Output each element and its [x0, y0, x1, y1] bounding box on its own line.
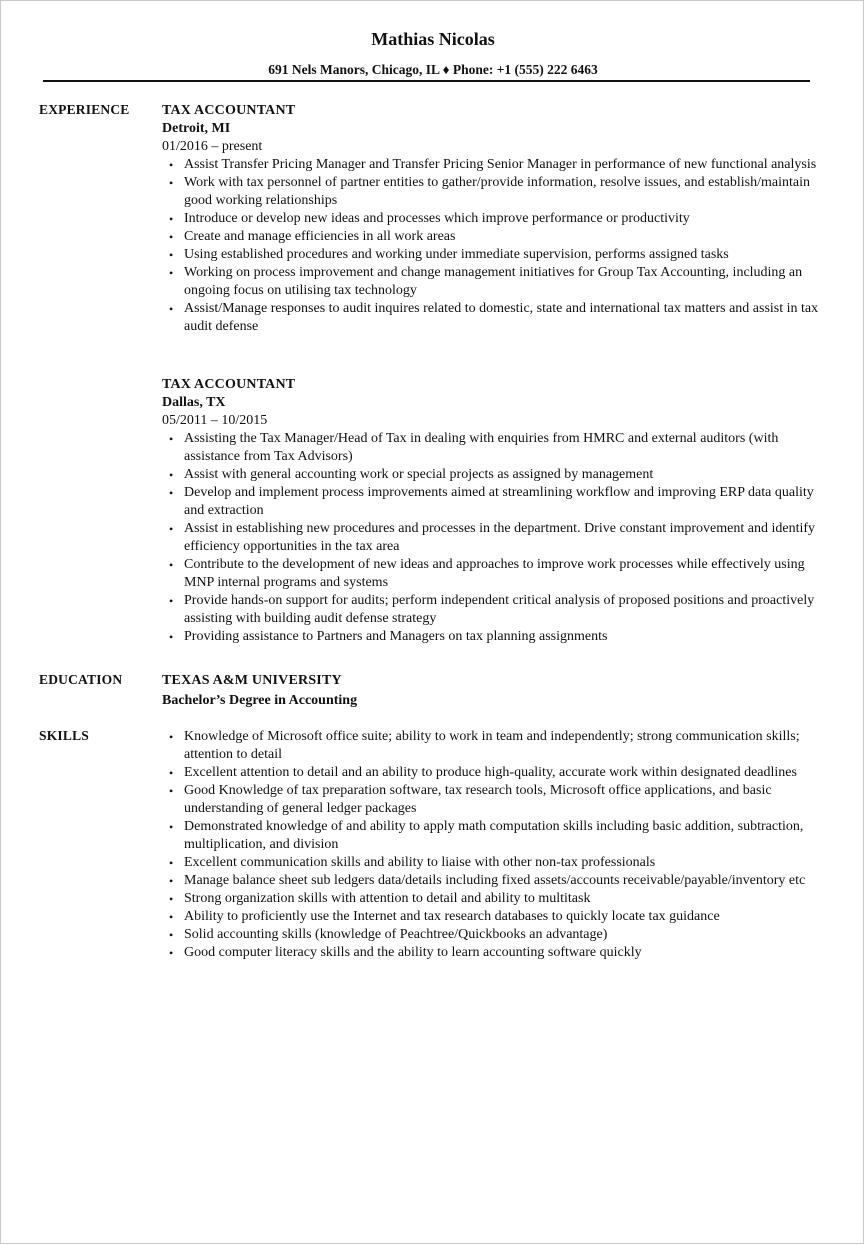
bullet-icon: • — [169, 486, 174, 500]
bullet-icon: • — [169, 266, 174, 280]
bullet-icon: • — [169, 856, 174, 870]
list-item — [162, 782, 822, 818]
list-item — [162, 210, 822, 228]
bullet-icon: • — [169, 522, 174, 536]
section-label-skills: SKILLS — [39, 728, 89, 743]
bullet-text: Assisting the Tax Manager/Head of Tax in dealing with enquiries from HMRC and external auditors (with assistance from Tax Advisors) — [184, 431, 779, 464]
header-divider — [43, 80, 810, 82]
skills-entry — [162, 728, 822, 962]
bullet-icon: • — [169, 468, 174, 482]
skill-text: Strong organization skills with attention to detail and ability to multitask — [184, 891, 591, 906]
list-item — [162, 466, 822, 484]
bullet-icon: • — [169, 432, 174, 446]
list-item — [162, 520, 822, 556]
list-item — [162, 264, 822, 300]
skills-list — [162, 728, 822, 962]
bullet-text: Using established procedures and working under immediate supervision, performs assigned tasks — [184, 247, 729, 262]
degree: Bachelor’s Degree in Accounting — [162, 693, 358, 708]
bullet-icon: • — [169, 892, 174, 906]
list-item — [162, 228, 822, 246]
list-item — [162, 628, 822, 646]
job-title: TAX ACCOUNTANT — [162, 377, 296, 392]
contact-line: 691 Nels Manors, Chicago, IL ♦ Phone: +1 (555) 222 6463 — [268, 62, 598, 77]
skill-text: Good computer literacy skills and the ability to learn accounting software quickly — [184, 945, 642, 960]
skill-text: Knowledge of Microsoft office suite; ability to work in team and independently; strong communication skills; attention to detail — [184, 729, 800, 762]
bullet-text: Working on process improvement and change management initiatives for Group Tax Accounting, including an ongoing focus on utilising tax technology — [184, 265, 803, 298]
list-item — [162, 854, 822, 872]
list-item — [162, 156, 822, 174]
bullet-icon: • — [169, 730, 174, 744]
skill-text: Excellent attention to detail and an ability to produce high-quality, accurate work within designated deadlines — [184, 765, 797, 780]
section-label-education: EDUCATION — [39, 672, 123, 687]
list-item — [162, 728, 822, 764]
job-dates: 01/2016 – present — [162, 139, 263, 154]
bullet-icon: • — [169, 212, 174, 226]
list-item — [162, 926, 822, 944]
list-item — [162, 818, 822, 854]
bullet-icon: • — [169, 558, 174, 572]
skill-text: Demonstrated knowledge of and ability to apply math computation skills including basic addition, subtraction, multiplication, and division — [184, 819, 804, 852]
candidate-name: Mathias Nicolas — [371, 29, 495, 49]
job-location: Detroit, MI — [162, 121, 231, 136]
list-item — [162, 174, 822, 210]
job-bullet-list — [162, 156, 822, 336]
skill-text: Ability to proficiently use the Internet and tax research databases to quickly locate tax guidance — [184, 909, 720, 924]
list-item — [162, 484, 822, 520]
list-item — [162, 556, 822, 592]
bullet-icon: • — [169, 784, 174, 798]
job-entry — [162, 102, 822, 336]
list-item — [162, 872, 822, 890]
job-dates: 05/2011 – 10/2015 — [162, 413, 268, 428]
section-label-experience: EXPERIENCE — [39, 102, 130, 117]
job-title: TAX ACCOUNTANT — [162, 103, 296, 118]
job-location: Dallas, TX — [162, 395, 226, 410]
bullet-icon: • — [169, 302, 174, 316]
bullet-text: Introduce or develop new ideas and processes which improve performance or productivity — [184, 211, 690, 226]
bullet-text: Develop and implement process improvements aimed at streamlining workflow and improving ERP data quality and extraction — [184, 485, 814, 518]
bullet-text: Assist/Manage responses to audit inquires related to domestic, state and international tax matters and assist in tax audit defense — [184, 301, 819, 334]
bullet-text: Work with tax personnel of partner entities to gather/provide information, resolve issues, and establish/maintain good working relationships — [184, 175, 810, 208]
education-entry — [162, 672, 822, 710]
list-item — [162, 430, 822, 466]
skill-text: Solid accounting skills (knowledge of Peachtree/Quickbooks an advantage) — [184, 927, 608, 942]
list-item — [162, 764, 822, 782]
bullet-icon: • — [169, 910, 174, 924]
bullet-icon: • — [169, 766, 174, 780]
school-name: TEXAS A&M UNIVERSITY — [162, 673, 342, 688]
bullet-text: Create and manage efficiencies in all work areas — [184, 229, 456, 244]
skill-text: Excellent communication skills and ability to liaise with other non-tax professionals — [184, 855, 656, 870]
bullet-icon: • — [169, 594, 174, 608]
list-item — [162, 944, 822, 962]
skill-text: Good Knowledge of tax preparation software, tax research tools, Microsoft office applications, and basic understanding of general ledger packages — [184, 783, 772, 816]
bullet-icon: • — [169, 928, 174, 942]
bullet-icon: • — [169, 248, 174, 262]
bullet-text: Providing assistance to Partners and Managers on tax planning assignments — [184, 629, 608, 644]
bullet-icon: • — [169, 158, 174, 172]
list-item — [162, 890, 822, 908]
list-item — [162, 908, 822, 926]
skill-text: Manage balance sheet sub ledgers data/details including fixed assets/accounts receivable/payable/inventory etc — [184, 873, 806, 888]
bullet-icon: • — [169, 946, 174, 960]
bullet-text: Contribute to the development of new ideas and approaches to improve work processes while effectively using MNP internal programs and systems — [184, 557, 805, 590]
bullet-icon: • — [169, 176, 174, 190]
job-bullet-list — [162, 430, 822, 646]
bullet-text: Assist in establishing new procedures and processes in the department. Drive constant improvement and identify efficiency opportunities in the tax area — [184, 521, 816, 554]
job-entry — [162, 376, 822, 646]
bullet-text: Assist Transfer Pricing Manager and Transfer Pricing Senior Manager in performance of new functional analysis — [184, 157, 817, 172]
bullet-icon: • — [169, 630, 174, 644]
bullet-text: Assist with general accounting work or special projects as assigned by management — [184, 467, 654, 482]
bullet-text: Provide hands-on support for audits; perform independent critical analysis of proposed positions and proactively assisting with building audit defense strategy — [184, 593, 815, 626]
bullet-icon: • — [169, 230, 174, 244]
list-item — [162, 300, 822, 336]
list-item — [162, 592, 822, 628]
bullet-icon: • — [169, 820, 174, 834]
bullet-icon: • — [169, 874, 174, 888]
list-item — [162, 246, 822, 264]
